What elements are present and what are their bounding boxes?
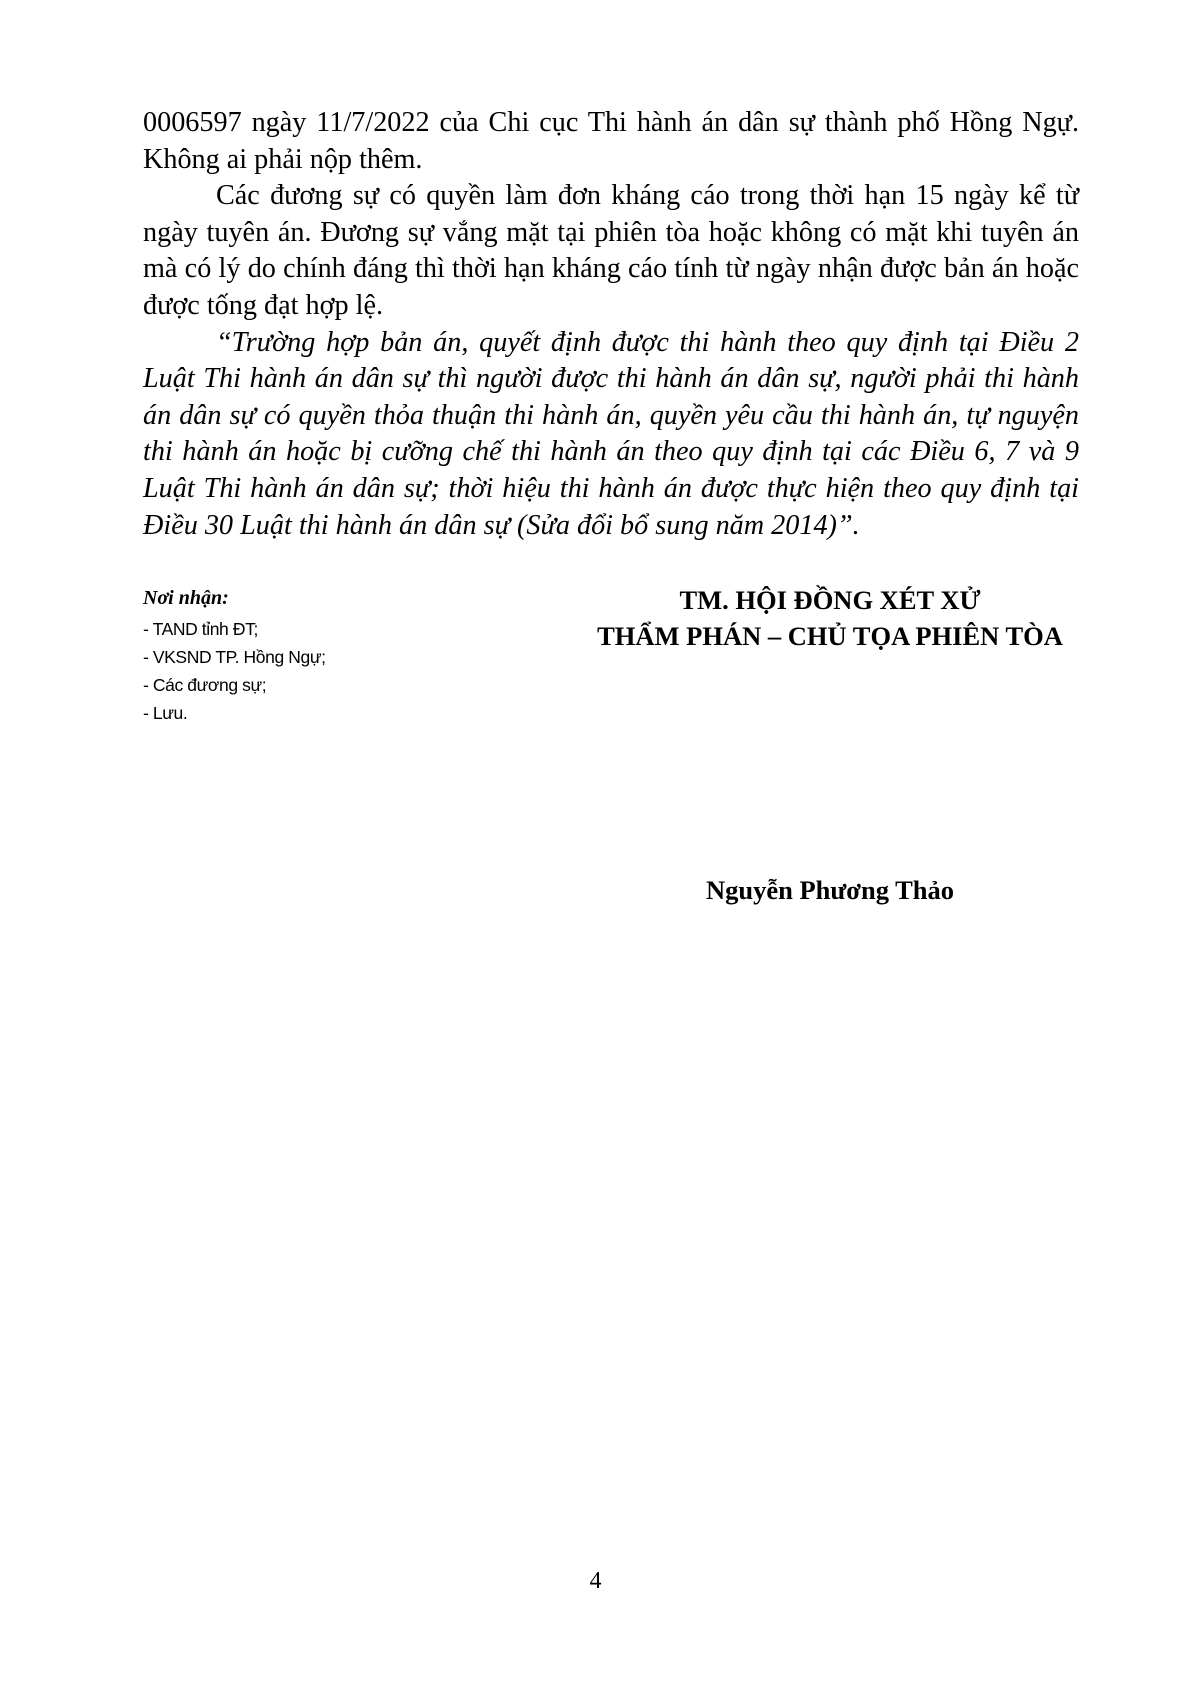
signature-block xyxy=(560,582,1100,654)
judgment-body xyxy=(143,105,1079,544)
signature-council-title: TM. HỘI ĐỒNG XÉT XỬ xyxy=(679,585,981,615)
page-number: 4 xyxy=(589,1568,602,1594)
recipient-item: - Các đương sự; xyxy=(143,675,267,695)
fee-paragraph: 0006597 ngày 11/7/2022 của Chi cục Thi hành án dân sự thành phố Hồng Ngự. Không ai phải nộp thêm. xyxy=(143,107,1079,175)
recipients-label: Nơi nhận: xyxy=(143,587,229,609)
recipient-item: - TAND tỉnh ĐT; xyxy=(143,619,258,639)
recipients-block xyxy=(143,584,473,727)
appeal-rights-paragraph: Các đương sự có quyền làm đơn kháng cáo trong thời hạn 15 ngày kể từ ngày tuyên án. Đương sự vắng mặt tại phiên tòa hoặc không có mặt khi tuyên án mà có lý do chính đáng thì thời hạn kháng cáo tính từ ngày nhận được bản án hoặc được tống đạt hợp lệ. xyxy=(143,180,1079,321)
recipient-item: - Lưu. xyxy=(143,703,188,723)
signature-judge-title: THẨM PHÁN – CHỦ TỌA PHIÊN TÒA xyxy=(597,621,1063,651)
recipient-item: - VKSND TP. Hồng Ngự; xyxy=(143,647,326,667)
signer-name: Nguyễn Phương Thảo xyxy=(705,875,955,905)
enforcement-paragraph: “Trường hợp bản án, quyết định được thi hành theo quy định tại Điều 2 Luật Thi hành án dân sự thì người được thi hành án dân sự, người phải thi hành án dân sự có quyền thỏa thuận thi hành án, quyền yêu cầu thi hành án, tự nguyện thi hành án hoặc bị cưỡng chế thi hành án theo quy định tại các Điều 6, 7 và 9 Luật Thi hành án dân sự; thời hiệu thi hành án được thực hiện theo quy định tại Điều 30 Luật thi hành án dân sự (Sửa đổi bổ sung năm 2014)”. xyxy=(143,326,1079,541)
